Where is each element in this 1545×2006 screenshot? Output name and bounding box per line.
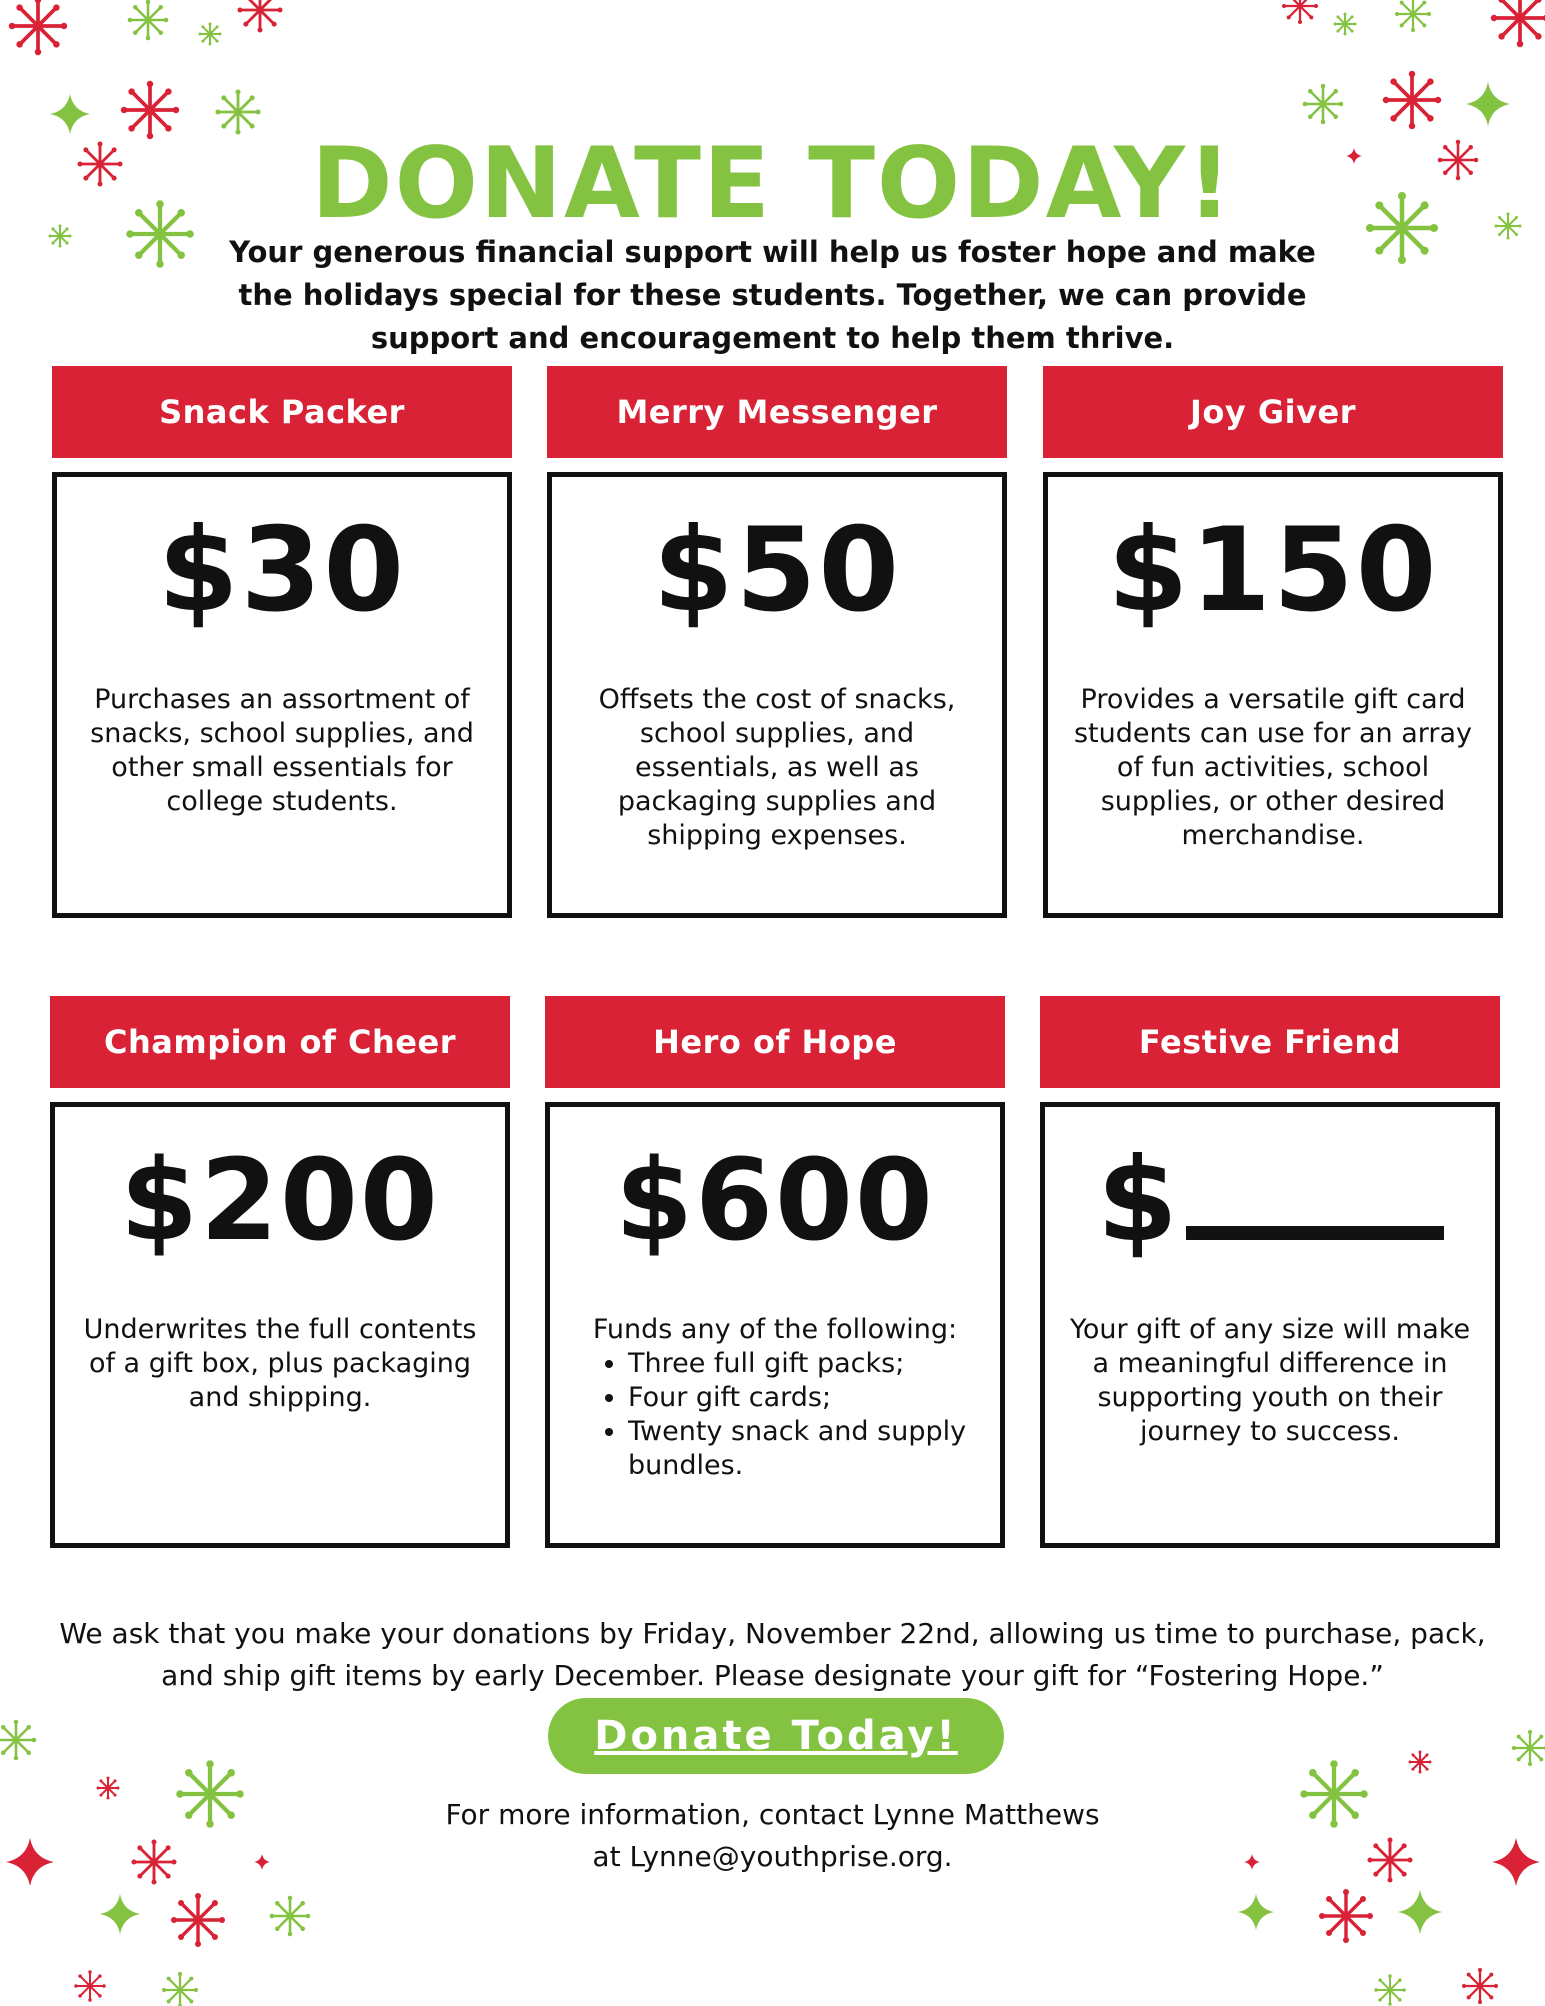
sparkle-star-icon — [0, 1722, 34, 1758]
tier-box — [545, 1102, 1005, 1548]
tier-header: Hero of Hope — [545, 996, 1005, 1088]
sparkle-star-icon — [6, 1838, 54, 1886]
tier-card-merry-messenger — [547, 366, 1007, 918]
sparkle-star-icon — [1238, 1894, 1274, 1930]
tier-description: Purchases an assortment of snacks, school supplies, and other small essentials for college students. — [79, 683, 485, 819]
sparkle-star-icon — [130, 2, 166, 38]
amount-blank-line — [1186, 1226, 1444, 1240]
list-item: • Three full gift packs; — [628, 1347, 978, 1381]
page-title: DONATE TODAY! — [0, 124, 1545, 244]
tier-description: Offsets the cost of snacks, school supplies, and essentials, as well as packaging supplies and shipping expenses. — [574, 683, 980, 853]
sparkle-star-icon — [1398, 1890, 1442, 1934]
sparkle-star-icon — [1410, 1752, 1430, 1772]
sparkle-star-icon — [174, 1896, 222, 1944]
deadline-note: We ask that you make your donations by Friday, November 22nd, allowing us time to purchase, pack, and ship gift items by early December. Please designate your gift for “Fostering Hope.” — [40, 1613, 1505, 1697]
tier-benefit-list — [600, 1347, 978, 1483]
tier-box — [50, 1102, 510, 1548]
list-item: • Twenty snack and supply bundles. — [628, 1415, 978, 1483]
contact-email-line: at Lynne@youthprise.org. — [300, 1836, 1245, 1878]
sparkle-star-icon — [100, 1894, 140, 1934]
sparkle-star-icon — [12, 0, 64, 52]
sparkle-star-icon — [98, 1778, 118, 1798]
tier-card-snack-packer — [52, 366, 512, 918]
tier-box — [52, 472, 512, 918]
sparkle-star-icon — [134, 1842, 174, 1882]
sparkle-star-icon — [1305, 86, 1341, 122]
sparkle-star-icon — [254, 1854, 270, 1870]
tier-amount: $150 — [1070, 501, 1476, 641]
sparkle-star-icon — [200, 24, 220, 44]
tier-header: Snack Packer — [52, 366, 512, 458]
tier-header: Merry Messenger — [547, 366, 1007, 458]
intro-paragraph: Your generous financial support will help us foster hope and make the holidays special for these students. Together, we can provide support and encouragement to help them thrive. — [220, 231, 1325, 360]
tier-amount — [1067, 1131, 1473, 1271]
contact-info — [300, 1794, 1245, 1878]
tier-box — [547, 472, 1007, 918]
sparkle-star-icon — [1464, 1970, 1496, 2002]
tier-header: Joy Giver — [1043, 366, 1503, 458]
list-item: • Four gift cards; — [628, 1381, 978, 1415]
tier-description: Underwrites the full contents of a gift box, plus packaging and shipping. — [77, 1313, 483, 1415]
sparkle-star-icon — [1370, 1840, 1410, 1880]
sparkle-star-icon — [272, 1898, 308, 1934]
tier-amount: $200 — [77, 1131, 483, 1271]
tier-amount: $600 — [572, 1131, 978, 1271]
sparkle-star-icon — [240, 0, 280, 30]
tier-box — [1040, 1102, 1500, 1548]
sparkle-star-icon — [1335, 14, 1355, 34]
donate-today-button[interactable]: Donate Today! — [548, 1698, 1004, 1774]
sparkle-star-icon — [1514, 1732, 1545, 1764]
tier-description: Funds any of the following: — [572, 1313, 978, 1347]
sparkle-star-icon — [1322, 1892, 1370, 1940]
sparkle-star-icon — [1386, 74, 1438, 126]
tier-description: Provides a versatile gift card students can use for an array of fun activities, school supplies, or other desired merchandise. — [1070, 683, 1476, 853]
sparkle-star-icon — [180, 1764, 240, 1824]
dollar-sign: $ — [1097, 1133, 1180, 1268]
tier-box — [1043, 472, 1503, 918]
contact-line: For more information, contact Lynne Matthews — [300, 1794, 1245, 1836]
sparkle-star-icon — [1397, 0, 1429, 30]
sparkle-star-icon — [1304, 1764, 1364, 1824]
sparkle-star-icon — [1494, 0, 1545, 44]
tier-card-hero-of-hope — [545, 996, 1005, 1548]
tier-card-champion-of-cheer — [50, 996, 510, 1548]
tier-header: Champion of Cheer — [50, 996, 510, 1088]
tier-amount: $50 — [574, 501, 980, 641]
tier-card-festive-friend — [1040, 996, 1500, 1548]
sparkle-star-icon — [1284, 0, 1316, 22]
sparkle-star-icon — [76, 1972, 104, 2000]
sparkle-star-icon — [164, 1974, 196, 2006]
sparkle-star-icon — [1466, 82, 1510, 126]
tier-amount: $30 — [79, 501, 485, 641]
tier-description: Your gift of any size will make a meaningful difference in supporting youth on their journey to success. — [1067, 1313, 1473, 1449]
sparkle-star-icon — [1492, 1838, 1540, 1886]
sparkle-star-icon — [1244, 1854, 1260, 1870]
tier-header: Festive Friend — [1040, 996, 1500, 1088]
tier-card-joy-giver — [1043, 366, 1503, 918]
